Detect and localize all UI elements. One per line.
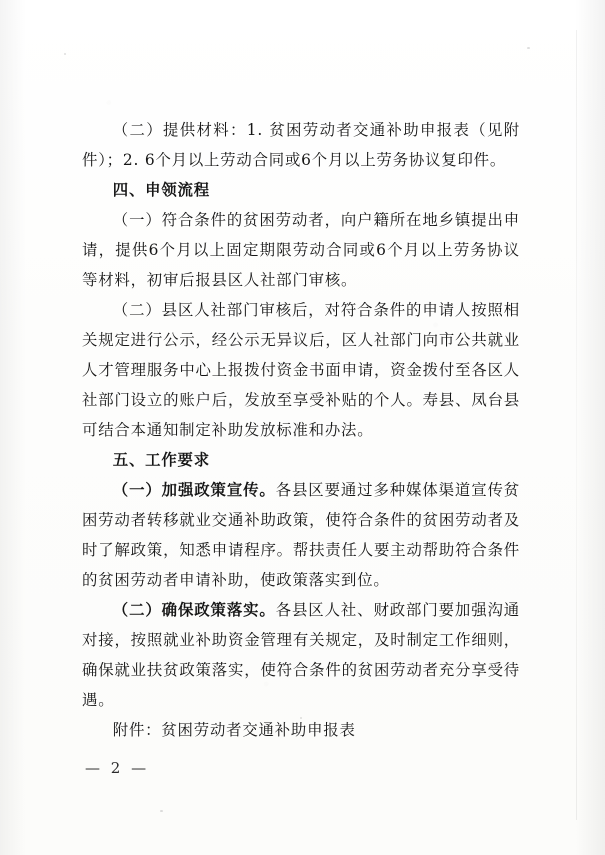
paragraph-flow-one: （一）符合条件的贫困劳动者，向户籍所在地乡镇提出申请，提供6个月以上固定期限劳动合同或6个月以上劳务协议等材料，初审后报县区人社部门审核。 (82, 211, 520, 289)
scan-speck (64, 53, 66, 55)
paragraph-work-two-text: 各县区人社、财政部门要加强沟通对接，按照就业补助资金管理有关规定，及时制定工作细则，确保就业扶贫政策落实，使符合条件的贫困劳动者充分享受待遇。 (82, 601, 520, 709)
heading-section-five: 五、工作要求 (112, 451, 210, 469)
heading-section-four: 四、申领流程 (112, 181, 210, 199)
attachment-line: 附件：贫困劳动者交通补助申报表 (112, 721, 356, 739)
paragraph-materials: （二）提供材料：1. 贫困劳动者交通补助申报表（见附件）；2. 6个月以上劳动合同或6个月以上劳务协议复印件。 (82, 121, 520, 169)
paragraph-work-two-lead: （二）确保政策落实。 (112, 601, 276, 619)
page-edge-line (576, 30, 577, 820)
page-number: — 2 — (85, 759, 150, 777)
scan-speck (527, 47, 530, 49)
document-body (82, 115, 520, 777)
paragraph-work-two (82, 595, 520, 715)
paragraph-work-one-lead: （一）加强政策宣传。 (112, 481, 276, 499)
paragraph-flow-two: （二）县区人社部门审核后，对符合条件的申请人按照相关规定进行公示，经公示无异议后，区人社部门向市公共就业人才管理服务中心上报拨付资金书面申请，资金拨付至各区人社部门设立的账户后，发放至享受补贴的个人。寿县、凤台县可结合本通知制定补助发放标准和办法。 (82, 301, 520, 439)
paragraph-work-one (82, 475, 520, 595)
paragraph-work-one-text: 各县区要通过多种媒体渠道宣传贫困劳动者转移就业交通补助政策，使符合条件的贫困劳动者及时了解政策，知悉申请程序。帮扶责任人要主动帮助符合条件的贫困劳动者申请补助，使政策落实到位。 (82, 481, 520, 589)
scan-speck (160, 810, 163, 812)
